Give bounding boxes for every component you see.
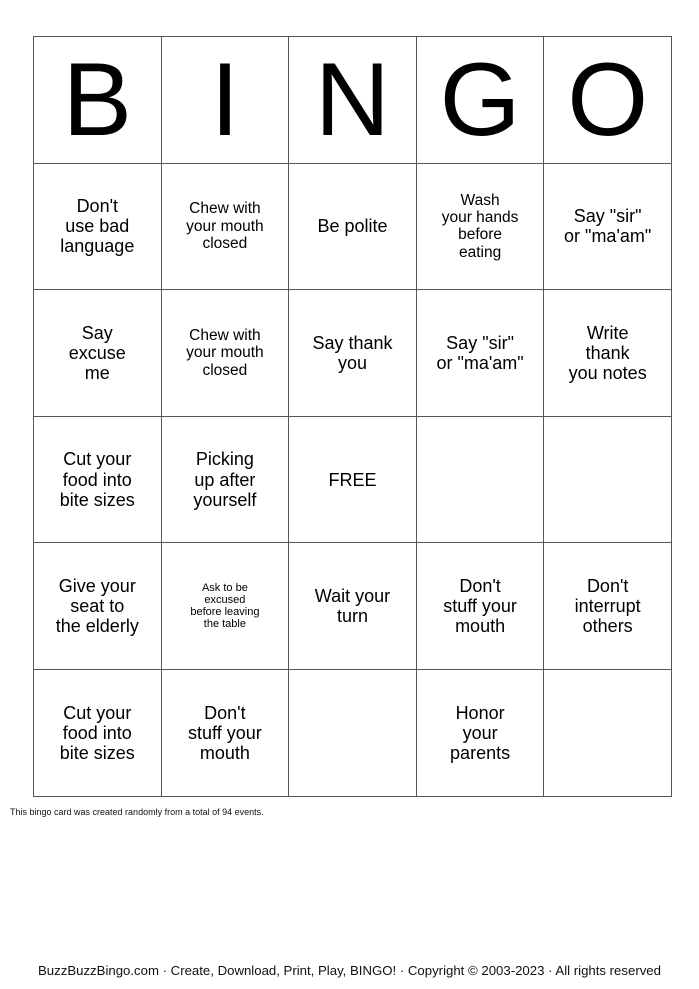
bingo-cell[interactable] [161,416,289,543]
bingo-cell[interactable] [161,290,289,417]
bingo-cell[interactable] [34,416,162,543]
bingo-cell-text-line: Don't [459,575,501,596]
bingo-cell-text-line: closed [202,235,248,253]
bingo-cell[interactable] [289,290,417,417]
bingo-cell-text-line: closed [202,361,248,379]
header-letter-i: I [161,37,289,164]
bingo-card [33,36,672,797]
bingo-cell-text-line: FREE [328,469,377,490]
bingo-cell-text-line: or "ma'am" [564,226,652,247]
bingo-cell-text-line: yourself [193,489,257,510]
bingo-cell-text-line: up after [194,469,256,490]
site-footer: BuzzBuzzBingo.com · Create, Download, Print, Play, BINGO! · Copyright © 2003-2023 · All rights reserved [38,963,661,978]
header-letter-n: N [289,37,417,164]
bingo-cell-text-line: Cut your [63,702,132,723]
bingo-cell-text-line: interrupt [574,596,641,617]
bingo-cell[interactable] [289,416,417,543]
bingo-cell-text-line: before [458,226,503,244]
bingo-cell[interactable] [34,163,162,290]
bingo-cell-text-line: Wait your [314,586,391,607]
bingo-row [34,163,672,290]
bingo-cell-text-line: seat to [70,596,125,617]
header-letter-b: B [34,37,162,164]
bingo-cell-text-line: Chew with [189,200,261,218]
bingo-cell-text-line: thank [585,342,630,363]
bingo-row [34,416,672,543]
bingo-cell-text-line: Ask to be [201,581,248,594]
bingo-cell-text-line: Say "sir" [573,206,642,227]
bingo-cell[interactable] [416,669,544,796]
bingo-cell[interactable] [161,669,289,796]
bingo-cell-text-line: you notes [568,363,647,384]
bingo-cell-text-line: Chew with [189,326,261,344]
bingo-cell[interactable] [416,543,544,670]
bingo-cell-text-line: Don't [586,575,629,596]
bingo-cell-text-line: Cut your [63,449,132,470]
bingo-cell-text-line: Say "sir" [446,332,514,353]
bingo-cell[interactable] [289,543,417,670]
bingo-cell-text-line: Write [586,322,629,343]
bingo-cell-text-line: your hands [441,209,519,227]
bingo-cell-text-line: Picking [195,449,254,470]
bingo-cell-text-line: language [60,236,135,257]
bingo-cell-text-line: stuff your [188,722,262,743]
bingo-cell-text-line: mouth [455,616,506,637]
bingo-cell[interactable] [34,543,162,670]
bingo-cell[interactable] [161,163,289,290]
bingo-cell-text-line: turn [336,606,368,627]
bingo-cell-text-line: eating [458,243,502,261]
bingo-cell-text-line: parents [450,742,511,763]
bingo-cell-text-line: bite sizes [59,489,135,510]
bingo-row [34,543,672,670]
bingo-cell-text-line: stuff your [443,596,517,617]
bingo-grid-body [34,163,672,796]
bingo-cell-text-line: the table [203,618,246,631]
bingo-cell-text-line: bite sizes [59,742,135,763]
bingo-cell[interactable] [544,543,672,670]
bingo-cell-empty[interactable] [416,416,544,543]
bingo-cell[interactable] [544,163,672,290]
bingo-cell-empty[interactable] [289,669,417,796]
bingo-cell-text-line: your [462,722,498,743]
bingo-cell-text-line: food into [62,722,132,743]
bingo-cell[interactable] [416,163,544,290]
bingo-cell-text-line: Say thank [312,332,393,353]
bingo-cell[interactable] [416,290,544,417]
bingo-cell-text-line: Don't [204,702,246,723]
bingo-cell-text-line: others [582,616,633,637]
bingo-cell-text-line: Say [81,322,113,343]
bingo-cell-text-line: the elderly [55,616,139,637]
bingo-row [34,290,672,417]
bingo-cell-text-line: food into [62,469,132,490]
bingo-cell-text-line: Don't [76,196,119,217]
bingo-cell[interactable] [34,669,162,796]
header-letter-g: G [416,37,544,164]
bingo-cell[interactable] [34,290,162,417]
bingo-cell-text-line: Be polite [317,216,388,237]
bingo-cell-text-line: Give your [58,575,136,596]
bingo-cell-empty[interactable] [544,416,672,543]
bingo-cell-text-line: excuse [68,342,126,363]
bingo-cell-text-line: you [337,352,367,373]
bingo-cell-empty[interactable] [544,669,672,796]
bingo-cell-text-line: Honor [455,702,505,723]
bingo-cell-text-line: use bad [65,216,130,237]
card-generation-note: This bingo card was created randomly from a total of 94 events. [10,807,264,817]
bingo-row [34,669,672,796]
bingo-cell-text-line: your mouth [186,344,264,362]
bingo-cell-text-line: mouth [199,742,250,763]
bingo-cell[interactable] [289,163,417,290]
bingo-cell-text-line: excused [204,593,246,606]
bingo-cell[interactable] [161,543,289,670]
bingo-cell-text-line: or "ma'am" [436,352,524,373]
bingo-cell-text-line: Wash [460,191,500,209]
bingo-cell[interactable] [544,290,672,417]
bingo-header-row [34,37,672,164]
bingo-cell-text-line: me [84,363,110,384]
bingo-cell-text-line: before leaving [190,606,260,619]
header-letter-o: O [544,37,672,164]
bingo-cell-text-line: your mouth [186,217,264,235]
